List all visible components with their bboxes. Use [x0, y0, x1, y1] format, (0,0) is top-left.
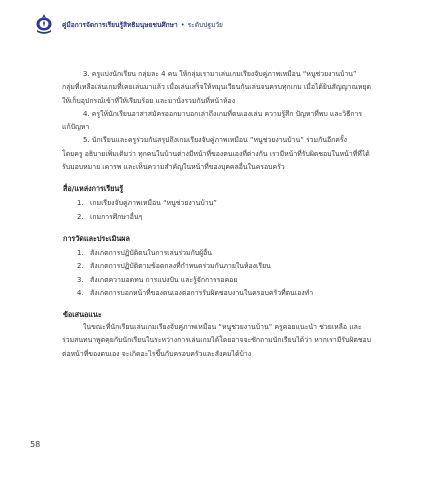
header-separator: • [180, 20, 185, 29]
list-item [63, 247, 373, 260]
list-item-text: สังเกตความอดทน การแบ่งปัน และรู้จักการรอคอย [90, 275, 238, 284]
header-text [62, 19, 223, 30]
list-item-number: 2. [77, 212, 84, 221]
page-content [63, 68, 373, 361]
list-item [63, 197, 373, 210]
list-item-number: 3. [77, 275, 84, 284]
assessment-list [63, 247, 373, 300]
paragraph-line: รับมอบหมาย เคารพ และเห็นความสำคัญในหน้าที่ของบุคคลอื่นในครอบครัว [62, 163, 285, 172]
paragraph-line: ในขณะที่นักเรียนเล่นเกมเรียงจับคู่ภาพเหมือน “หนูช่วยงานบ้าน” ครูคอยแนะนำ ช่วยเหลือ และ [83, 323, 362, 332]
materials-heading: สื่อ/แหล่งการเรียนรู้ [63, 184, 124, 194]
header-title: คู่มือการจัดการเรียนรู้สิทธิมนุษยชนศึกษา [62, 20, 178, 29]
paragraph-line: ร่วมสนทนาพูดคุยกับนักเรียนในระหว่างการเล่นเกมได้โดยอาจจะซักถามนักเรียนได้ว่า หากเรามีรับผิดชอบ [62, 336, 372, 345]
list-item-text: เกมการศึกษาอื่นๆ [90, 212, 143, 221]
list-item-number: 2. [77, 262, 84, 271]
header-subtitle: ระดับปฐมวัย [187, 20, 223, 29]
assessment-heading: การวัดและประเมินผล [63, 233, 130, 243]
list-item [63, 260, 373, 273]
paragraph-line: 4. ครูให้นักเรียนอาสาสมัครออกมาบอกเล่าถึงเกมที่ตนเองเล่น ความรู้สึก ปัญหาที่พบ และวิธีการ [83, 109, 363, 118]
list-item [63, 274, 373, 287]
paragraph-line: โดยครู อธิบายเพิ่มเติมว่า ทุกคนในบ้านต่างมีหน้าที่ของตนเองที่ต่างกัน เรามีหน้าที่รับผิดชอบในหน้าที่ที่ได้ [62, 149, 370, 158]
list-item-text: สังเกตการปฏิบัติตนในการเล่นร่วมกับผู้อื่น [90, 248, 212, 257]
page-header [34, 13, 223, 35]
list-item-text: สังเกตการปฏิบัติตามข้อตกลงที่กำหนดร่วมกันภายในห้องเรียน [90, 262, 271, 271]
suggestions-paragraph [63, 321, 373, 361]
step-paragraph-3 [63, 68, 373, 108]
paragraph-line: ให้เก็บอุปกรณ์เข้าที่ให้เรียบร้อย และมานั่งรวมกันที่หน้าห้อง [62, 96, 236, 105]
page-number: 58 [30, 440, 41, 449]
materials-list [63, 197, 373, 224]
paragraph-line: กลุ่มที่เหลือเล่นเกมที่เคยเล่นมาแล้ว เมื่อเล่นเสร็จให้หมุนเวียนกันเล่นจนครบทุกเกม เมื่อได้ยินสัญญาณหยุด [62, 83, 371, 92]
step-paragraph-5 [63, 134, 373, 174]
paragraph-line: แก้ปัญหา [62, 123, 90, 132]
list-item [63, 211, 373, 224]
list-item-number: 1. [77, 199, 84, 208]
suggestions-heading: ข้อเสนอแนะ [63, 310, 102, 320]
list-item-text: สังเกตการบอกหน้าที่ของตนเองต่อการรับผิดชอบงานในครอบครัวที่ตนเองทำ [90, 288, 314, 297]
paragraph-line: 5. นักเรียนและครูร่วมกันสรุปถึงเกมเรียงจับคู่ภาพเหมือน “หนูช่วยงานบ้าน” ร่วมกันอีกครั้ง [83, 136, 347, 145]
institution-logo-icon [34, 13, 54, 35]
list-item-number: 1. [77, 248, 84, 257]
step-paragraph-4 [63, 108, 373, 135]
list-item [63, 287, 373, 300]
paragraph-line: 3. ครูแบ่งนักเรียน กลุ่มละ 4 คน ให้กลุ่มเรามาเล่นเกมเรียงจับคู่ภาพเหมือน “หนูช่วยงานบ้าน” [83, 70, 357, 78]
list-item-number: 4. [77, 288, 84, 297]
list-item-text: เกมเรียงจับคู่ภาพเหมือน “หนูช่วยงานบ้าน” [90, 199, 217, 208]
paragraph-line: ต่อหน้าที่ของตนเอง จะเกิดอะไรขึ้นกับครอบครัวและสังคมได้บ้าง [62, 349, 252, 358]
